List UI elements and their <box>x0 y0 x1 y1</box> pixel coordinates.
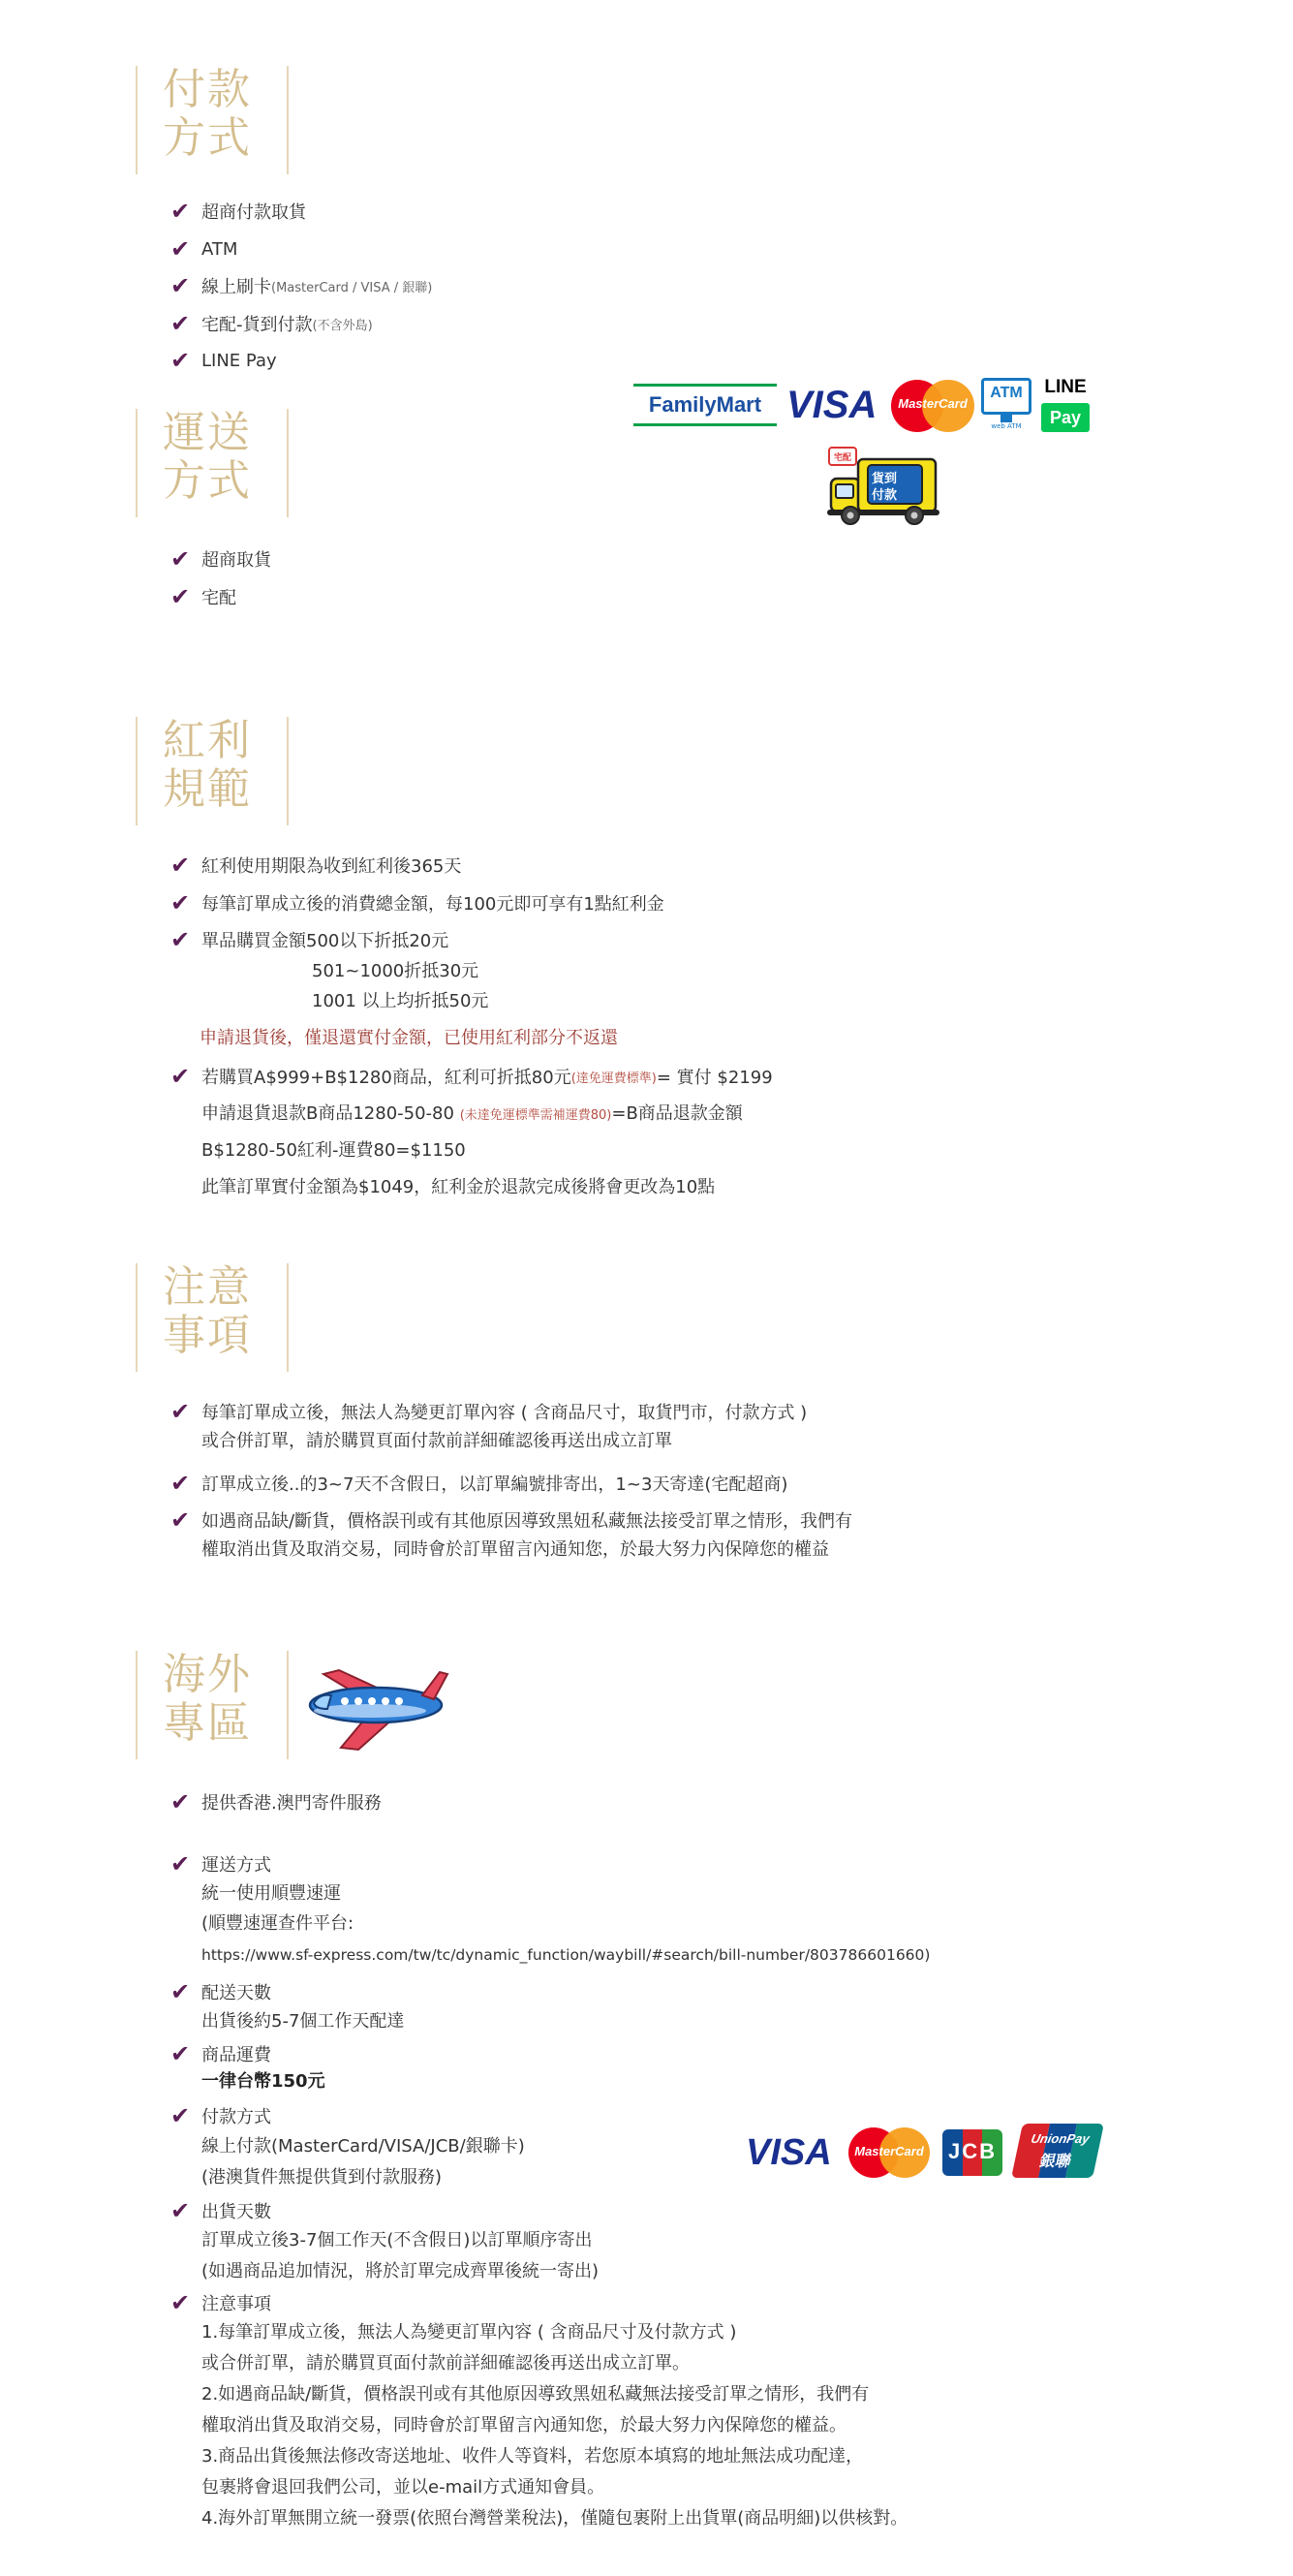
linepay-logo <box>1041 376 1090 432</box>
check-icon: ✔ <box>170 272 191 299</box>
overseas-notes <box>170 2289 271 2316</box>
check-icon: ✔ <box>170 235 191 263</box>
notice-item-3-line-2: 權取消出貨及取消交易，同時會於訂單留言內通知您，於最大努力內保障您的權益 <box>201 1539 829 1560</box>
cod-truck-icon <box>825 446 943 527</box>
check-icon: ✔ <box>170 1398 191 1425</box>
atm-logo-subtext: web ATM <box>991 422 1022 430</box>
check-icon: ✔ <box>170 1063 191 1090</box>
check-icon: ✔ <box>170 1470 191 1497</box>
bonus-refund-main: 申請退貨退款B商品1280-50-80 <box>201 1103 460 1124</box>
payment-item-label: 宅配-貨到付款 <box>201 315 313 335</box>
overseas-payment-line-2: (港澳貨件無提供貨到付款服務) <box>201 2167 443 2188</box>
shipping-heading <box>136 409 289 517</box>
check-icon: ✔ <box>170 310 191 337</box>
bonus-example-tail: = 實付 $2199 <box>656 1068 773 1088</box>
bonus-tier-3: 1001 以上均折抵50元 <box>312 991 489 1011</box>
atm-logo <box>981 378 1031 434</box>
notice-item-2-label: 訂單成立後..的3~7天不含假日，以訂單編號排寄出，1~3天寄達(宅配超商) <box>201 1474 788 1495</box>
shipping-item-home-delivery <box>170 583 236 610</box>
notice-item-1 <box>170 1398 807 1425</box>
overseas-heading <box>136 1651 289 1759</box>
bonus-refund-note: (未達免運標準需補運費80) <box>459 1108 612 1123</box>
familymart-logo <box>633 384 777 426</box>
mastercard-logo <box>891 380 974 432</box>
check-icon: ✔ <box>170 2040 191 2067</box>
overseas-note-line: 權取消出貨及取消交易，同時會於訂單留言內通知您，於最大努力內保障您的權益。 <box>201 2415 847 2436</box>
payment-item-cod <box>170 310 373 337</box>
familymart-logo-text: FamilyMart <box>648 392 762 417</box>
bonus-refund-warning: 申請退貨後，僅退還實付金額，已使用紅利部分不返還 <box>200 1028 618 1048</box>
overseas-heading-line-2: 專區 <box>163 1698 252 1748</box>
bonus-tier-2: 501~1000折抵30元 <box>312 961 479 981</box>
linepay-logo-line: LINE <box>1044 377 1087 397</box>
notice-heading-line-1: 注意 <box>163 1262 252 1312</box>
payment-heading-line-1: 付款 <box>163 65 252 114</box>
overseas-heading-line-1: 海外 <box>163 1650 252 1699</box>
jcb-logo <box>942 2129 1002 2176</box>
overseas-notes-title: 注意事項 <box>201 2294 271 2314</box>
overseas-note-line: 1.每筆訂單成立後，無法人為變更訂單內容 ( 含商品尺寸及付款方式 ) <box>201 2322 737 2343</box>
bonus-item-label: 單品購買金額500以下折抵20元 <box>201 931 449 951</box>
bonus-item-expiry <box>170 852 461 879</box>
check-icon: ✔ <box>170 1788 191 1816</box>
bonus-item-label: 每筆訂單成立後的消費總金額，每100元即可享有1點紅利金 <box>201 894 664 915</box>
overseas-days-title: 配送天數 <box>201 1983 271 2003</box>
bonus-calc: B$1280-50紅利-運費80=$1150 <box>201 1140 466 1161</box>
check-icon: ✔ <box>170 347 191 374</box>
bonus-heading-line-1: 紅利 <box>163 716 252 765</box>
overseas-shipping-url[interactable]: https://www.sf-express.com/tw/tc/dynamic_function/waybill/#search/bill-number/803786601660) <box>201 1946 931 1964</box>
truck-tag-text: 宅配 <box>833 453 851 463</box>
notice-item-1-line-1: 每筆訂單成立後，無法人為變更訂單內容 ( 含商品尺寸，取貨門市，付款方式 ) <box>201 1403 808 1423</box>
bonus-item-earning <box>170 889 664 916</box>
payment-item-label: 超商付款取貨 <box>201 202 306 223</box>
mastercard-logo-text: MasterCard <box>898 396 968 411</box>
overseas-ship-days-title: 出貨天數 <box>201 2202 271 2222</box>
overseas-payment <box>170 2102 271 2129</box>
payment-item-note: (不含外島) <box>312 318 373 333</box>
check-icon: ✔ <box>170 545 191 573</box>
payment-item-note: (MasterCard / VISA / 銀聯) <box>271 280 433 295</box>
check-icon: ✔ <box>170 583 191 610</box>
overseas-note-line: 3.商品出貨後無法修改寄送地址、收件人等資料，若您原本填寫的地址無法成功配達， <box>201 2446 864 2467</box>
bonus-refund-tail: =B商品退款金額 <box>611 1103 743 1124</box>
bonus-final: 此筆訂單實付金額為$1049，紅利金於退款完成後將會更改為10點 <box>201 1177 716 1197</box>
unionpay-logo <box>1011 2124 1104 2178</box>
overseas-ship-days-line-1: 訂單成立後3-7個工作天(不含假日)以訂單順序寄出 <box>201 2230 593 2250</box>
overseas-shipping <box>170 1850 271 1878</box>
unionpay-logo-chinese: 銀聯 <box>1037 2152 1073 2170</box>
payment-item-label: LINE Pay <box>201 350 277 371</box>
overseas-ship-days <box>170 2197 271 2224</box>
notice-item-2 <box>170 1470 787 1497</box>
payment-item-label: ATM <box>201 238 238 260</box>
bonus-item-tier-1 <box>170 926 448 953</box>
shipping-item-store-pickup <box>170 545 271 573</box>
overseas-note-line: 4.海外訂單無開立統一發票(依照台灣營業稅法)，僅隨包裹附上出貨單(商品明細)以供核對。 <box>201 2508 908 2529</box>
bonus-item-label: 紅利使用期限為收到紅利後365天 <box>201 856 462 877</box>
overseas-payment-title: 付款方式 <box>201 2107 271 2127</box>
overseas-shipping-title: 運送方式 <box>201 1855 271 1876</box>
overseas-ship-days-line-2: (如遇商品追加情況，將於訂單完成齊單後統一寄出) <box>201 2261 600 2281</box>
overseas-visa-logo <box>746 2131 843 2174</box>
shipping-item-label: 超商取貨 <box>201 550 271 571</box>
bonus-heading <box>136 717 289 825</box>
shipping-heading-line-2: 方式 <box>163 456 252 506</box>
check-icon: ✔ <box>170 889 191 916</box>
overseas-fee <box>170 2040 271 2067</box>
check-icon: ✔ <box>170 1506 191 1534</box>
jcb-logo-text: JCB <box>947 2139 997 2163</box>
bonus-example-note: (達免運費標準) <box>570 1071 657 1086</box>
unionpay-logo-text: UnionPay <box>1030 2131 1092 2146</box>
payment-item-credit-card <box>170 272 432 299</box>
check-icon: ✔ <box>170 2102 191 2129</box>
overseas-note-line: 2.如遇商品缺/斷貨，價格誤刊或有其他原因導致黑妞私藏無法接受訂單之情形，我們有 <box>201 2384 870 2405</box>
notice-heading-line-2: 事項 <box>163 1311 252 1360</box>
overseas-service <box>170 1788 382 1816</box>
payment-item-linepay <box>170 347 277 374</box>
overseas-fee-title: 商品運費 <box>201 2045 271 2065</box>
truck-text-line-2: 付款 <box>872 488 898 503</box>
overseas-days <box>170 1978 271 2005</box>
shipping-heading-line-1: 運送 <box>163 408 252 457</box>
overseas-visa-logo-text: VISA <box>746 2132 832 2173</box>
atm-logo-text: ATM <box>990 385 1023 401</box>
shipping-item-label: 宅配 <box>201 588 236 608</box>
payment-heading-line-2: 方式 <box>163 113 252 163</box>
notice-item-1-line-2: 或合併訂單，請於購買頁面付款前詳細確認後再送出成立訂單 <box>201 1431 672 1451</box>
truck-text-line-1: 貨到 <box>872 472 898 486</box>
check-icon: ✔ <box>170 926 191 953</box>
bonus-heading-line-2: 規範 <box>163 764 252 814</box>
payment-item-convenience-store <box>170 198 306 225</box>
overseas-note-line: 包裹將會退回我們公司，並以e-mail方式通知會員。 <box>201 2477 605 2498</box>
bonus-refund-line <box>201 1101 743 1130</box>
notice-item-3 <box>170 1506 852 1534</box>
overseas-days-text: 出貨後約5-7個工作天配達 <box>201 2011 405 2032</box>
visa-logo <box>786 384 883 426</box>
payment-heading <box>136 66 289 174</box>
check-icon: ✔ <box>170 198 191 225</box>
notice-item-3-line-1: 如遇商品缺/斷貨，價格誤刊或有其他原因導致黑妞私藏無法接受訂單之情形，我們有 <box>201 1511 853 1532</box>
airplane-icon <box>302 1660 449 1754</box>
overseas-note-line: 或合併訂單，請於購買頁面付款前詳細確認後再送出成立訂單。 <box>201 2353 690 2374</box>
overseas-shipping-line-2: (順豐速運查件平台: <box>201 1913 354 1934</box>
linepay-logo-pay: Pay <box>1041 403 1090 432</box>
bonus-example <box>170 1063 773 1090</box>
payment-item-atm <box>170 235 237 263</box>
overseas-mastercard-logo <box>848 2127 930 2178</box>
overseas-service-label: 提供香港.澳門寄件服務 <box>201 1793 382 1814</box>
check-icon: ✔ <box>170 2197 191 2224</box>
payment-item-label: 線上刷卡 <box>201 277 271 297</box>
overseas-fee-text: 一律台幣150元 <box>201 2071 325 2092</box>
overseas-payment-line-1: 線上付款(MasterCard/VISA/JCB/銀聯卡) <box>201 2136 525 2157</box>
visa-logo-text: VISA <box>786 384 877 426</box>
bonus-example-main: 若購買A$999+B$1280商品，紅利可折抵80元 <box>201 1068 571 1088</box>
check-icon: ✔ <box>170 852 191 879</box>
check-icon: ✔ <box>170 1850 191 1878</box>
check-icon: ✔ <box>170 2289 191 2316</box>
check-icon: ✔ <box>170 1978 191 2005</box>
overseas-mastercard-logo-text: MasterCard <box>854 2144 924 2158</box>
notice-heading <box>136 1263 289 1372</box>
overseas-shipping-line-1: 統一使用順豐速運 <box>201 1883 341 1904</box>
